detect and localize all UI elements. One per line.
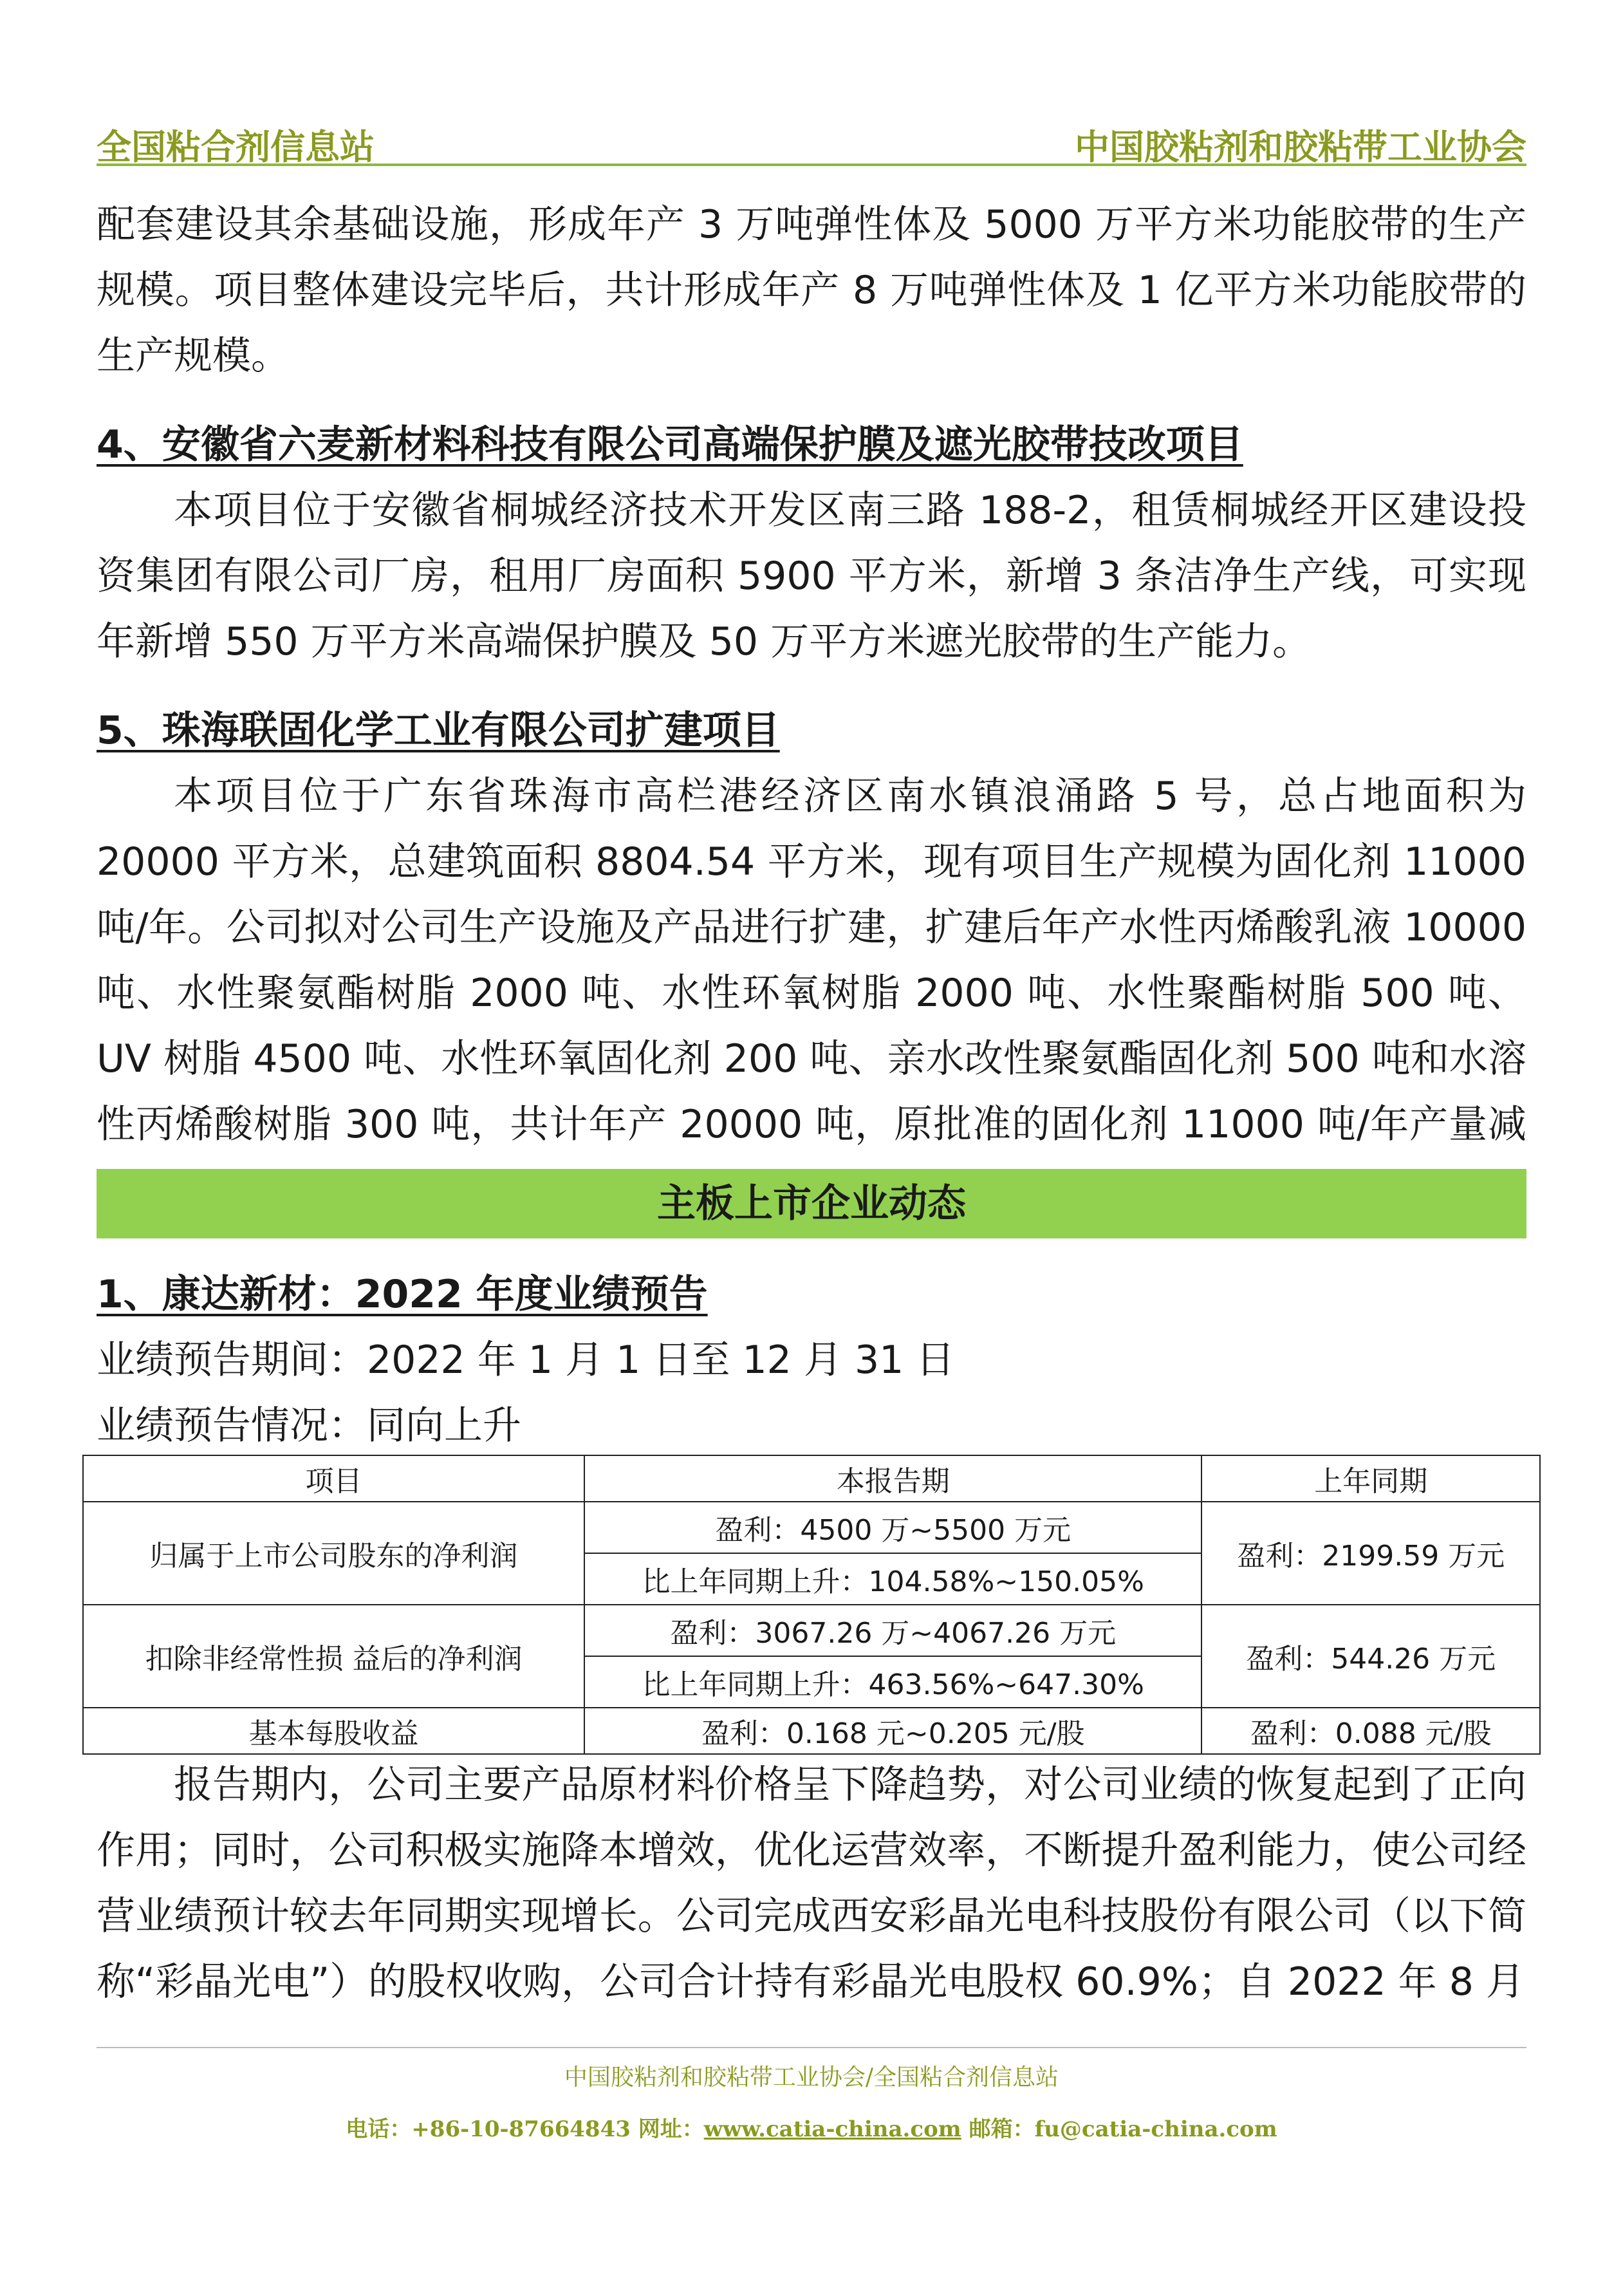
footer-website-link[interactable]: www.catia-china.com	[703, 2116, 961, 2142]
table-header: 本报告期	[584, 1455, 1201, 1502]
section1-period: 业绩预告期间：2022 年 1 月 1 日至 12 月 31 日	[97, 1338, 955, 1383]
table-row	[83, 1708, 1540, 1754]
table-cell: 比上年同期上升：104.58%~150.05%	[584, 1553, 1201, 1605]
item4-title: 4、安徽省六麦新材料科技有限公司高端保护膜及遮光胶带技改项目	[97, 422, 1243, 467]
header-right-title: 中国胶粘剂和胶粘带工业协会	[1075, 127, 1526, 167]
table-cell: 盈利：0.168 元~0.205 元/股	[584, 1708, 1201, 1754]
table-cell-label: 扣除非经常性损 益后的净利润	[83, 1605, 584, 1708]
section1	[97, 1262, 1526, 1459]
table-cell: 盈利：2199.59 万元	[1201, 1502, 1540, 1605]
section-band-title: 主板上市企业动态	[97, 1169, 1526, 1238]
table-cell: 盈利：4500 万~5500 万元	[584, 1502, 1201, 1553]
table-row	[83, 1502, 1540, 1553]
table-cell: 盈利：0.088 元/股	[1201, 1708, 1540, 1754]
after-table-paragraph: 报告期内，公司主要产品原材料价格呈下降趋势，对公司业绩的恢复起到了正向作用；同时，公司积极实施降本增效，优化运营效率，不断提升盈利能力，使公司经营业绩预计较去年同期实现增长。公司完成西安彩晶光电科技股份有限公司（以下简称“彩晶光电”）的股权收购，公司合计持有彩晶光电股权 60.9%；自 2022 年 8 月	[97, 1762, 1526, 2004]
page-header	[97, 115, 1526, 166]
footer-phone: 电话：+86-10-87664843 网址：	[346, 2116, 704, 2142]
item5-body: 本项目位于广东省珠海市高栏港经济区南水镇浪涌路 5 号，总占地面积为 20000 平方米，总建筑面积 8804.54 平方米，现有项目生产规模为固化剂 11000 吨/年。公司拟对公司生产设施及产品进行扩建，扩建后年产水性丙烯酸乳液 10000 吨、水性聚氨酯树脂 2000 吨、水性环氧树脂 2000 吨、水性聚酯树脂 500 吨、UV 树脂 4500 吨、水性环氧固化剂 200 吨、亲水改性聚氨酯固化剂 500 吨和水溶性丙烯酸树脂 300 吨，共计年产 20000 吨，原批准的固化剂 11000 吨/年产量减	[97, 774, 1526, 1147]
after-table-section	[97, 1752, 1526, 2015]
page-footer	[97, 2047, 1526, 2149]
section1-status: 业绩预告情况：同向上升	[97, 1403, 521, 1448]
item5-title: 5、珠海联固化学工业有限公司扩建项目	[97, 708, 780, 753]
table-cell-label: 归属于上市公司股东的净利润	[83, 1502, 584, 1605]
table-header: 项目	[83, 1455, 584, 1502]
table-header: 上年同期	[1201, 1455, 1540, 1502]
item4-body: 本项目位于安徽省桐城经济技术开发区南三路 188-2，租赁桐城经开区建设投资集团有限公司厂房，租用厂房面积 5900 平方米，新增 3 条洁净生产线，可实现年新增 550 万平方米高端保护膜及 50 万平方米遮光胶带的生产能力。	[97, 488, 1526, 664]
table-cell: 比上年同期上升：463.56%~647.30%	[584, 1656, 1201, 1708]
top-paragraph: 配套建设其余基础设施，形成年产 3 万吨弹性体及 5000 万平方米功能胶带的生产规模。项目整体建设完毕后，共计形成年产 8 万吨弹性体及 1 亿平方米功能胶带的生产规模。	[97, 202, 1526, 378]
footer-contact-line	[97, 2110, 1526, 2149]
table-row	[83, 1605, 1540, 1656]
footer-email: 邮箱：fu@catia-china.com	[961, 2116, 1277, 2142]
table-cell: 盈利：3067.26 万~4067.26 万元	[584, 1605, 1201, 1656]
header-left-title: 全国粘合剂信息站	[97, 127, 375, 167]
footer-org-line: 中国胶粘剂和胶粘带工业协会/全国粘合剂信息站	[564, 2064, 1059, 2091]
table-cell-label: 基本每股收益	[83, 1708, 584, 1754]
main-content	[97, 192, 1526, 1223]
section1-title: 1、康达新材：2022 年度业绩预告	[97, 1272, 708, 1317]
performance-table	[82, 1455, 1541, 1755]
table-cell: 盈利：544.26 万元	[1201, 1605, 1540, 1708]
table-header-row	[83, 1455, 1540, 1502]
